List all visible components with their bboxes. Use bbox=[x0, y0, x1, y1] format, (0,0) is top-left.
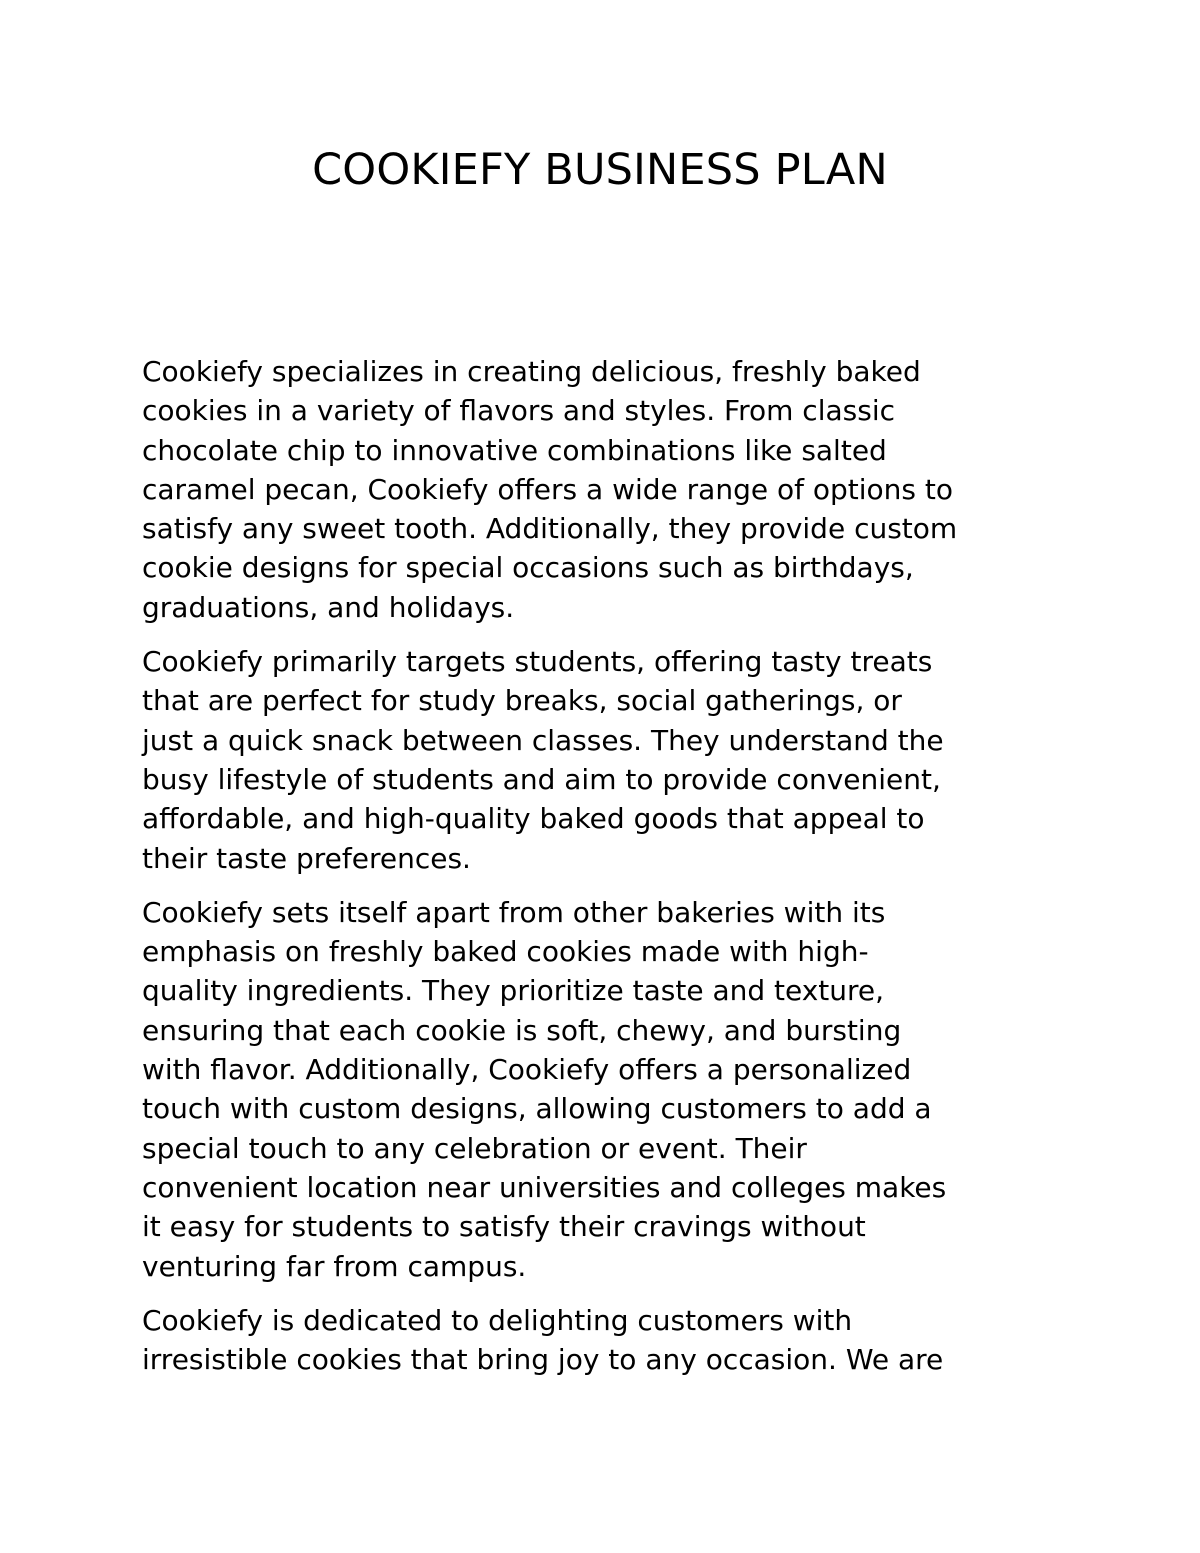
text-line: convenient location near universities and colleges makes bbox=[142, 1170, 947, 1204]
text-line: emphasis on freshly baked cookies made with high- bbox=[142, 935, 869, 969]
text-line: it easy for students to satisfy their cravings without bbox=[142, 1210, 866, 1244]
text-line: graduations, and holidays. bbox=[142, 590, 515, 624]
text-line: that are perfect for study breaks, social gatherings, or bbox=[142, 684, 902, 718]
text-line: with flavor. Additionally, Cookiefy offers a personalized bbox=[142, 1053, 912, 1087]
text-line: caramel pecan, Cookiefy offers a wide range of options to bbox=[142, 472, 954, 506]
paragraph-differentiation bbox=[142, 893, 1072, 1286]
text-line: Cookiefy sets itself apart from other bakeries with its bbox=[142, 895, 886, 929]
text-line: busy lifestyle of students and aim to provide convenient, bbox=[142, 762, 941, 796]
text-line: quality ingredients. They prioritize taste and texture, bbox=[142, 974, 885, 1008]
text-line: cookie designs for special occasions such as birthdays, bbox=[142, 551, 914, 585]
text-line: touch with custom designs, allowing customers to add a bbox=[142, 1092, 932, 1126]
text-line: irresistible cookies that bring joy to any occasion. We are bbox=[142, 1343, 944, 1377]
paragraph-products bbox=[142, 352, 1072, 627]
text-line: special touch to any celebration or event. Their bbox=[142, 1131, 807, 1165]
document-title: COOKIEFY BUSINESS PLAN bbox=[312, 145, 888, 195]
paragraph-mission bbox=[142, 1301, 1072, 1380]
text-line: venturing far from campus. bbox=[142, 1249, 527, 1283]
paragraph-target-market bbox=[142, 642, 1072, 878]
document-body bbox=[142, 352, 1072, 1394]
text-line: Cookiefy primarily targets students, offering tasty treats bbox=[142, 645, 933, 679]
text-line: their taste preferences. bbox=[142, 841, 471, 875]
text-line: Cookiefy is dedicated to delighting customers with bbox=[142, 1303, 853, 1337]
text-line: ensuring that each cookie is soft, chewy, and bursting bbox=[142, 1013, 902, 1047]
text-line: just a quick snack between classes. They understand the bbox=[142, 723, 944, 757]
text-line: Cookiefy specializes in creating delicious, freshly baked bbox=[142, 355, 921, 388]
text-line: affordable, and high-quality baked goods that appeal to bbox=[142, 802, 925, 836]
text-line: cookies in a variety of flavors and styles. From classic bbox=[142, 394, 895, 428]
text-line: chocolate chip to innovative combinations like salted bbox=[142, 433, 887, 467]
text-line: satisfy any sweet tooth. Additionally, they provide custom bbox=[142, 512, 958, 546]
